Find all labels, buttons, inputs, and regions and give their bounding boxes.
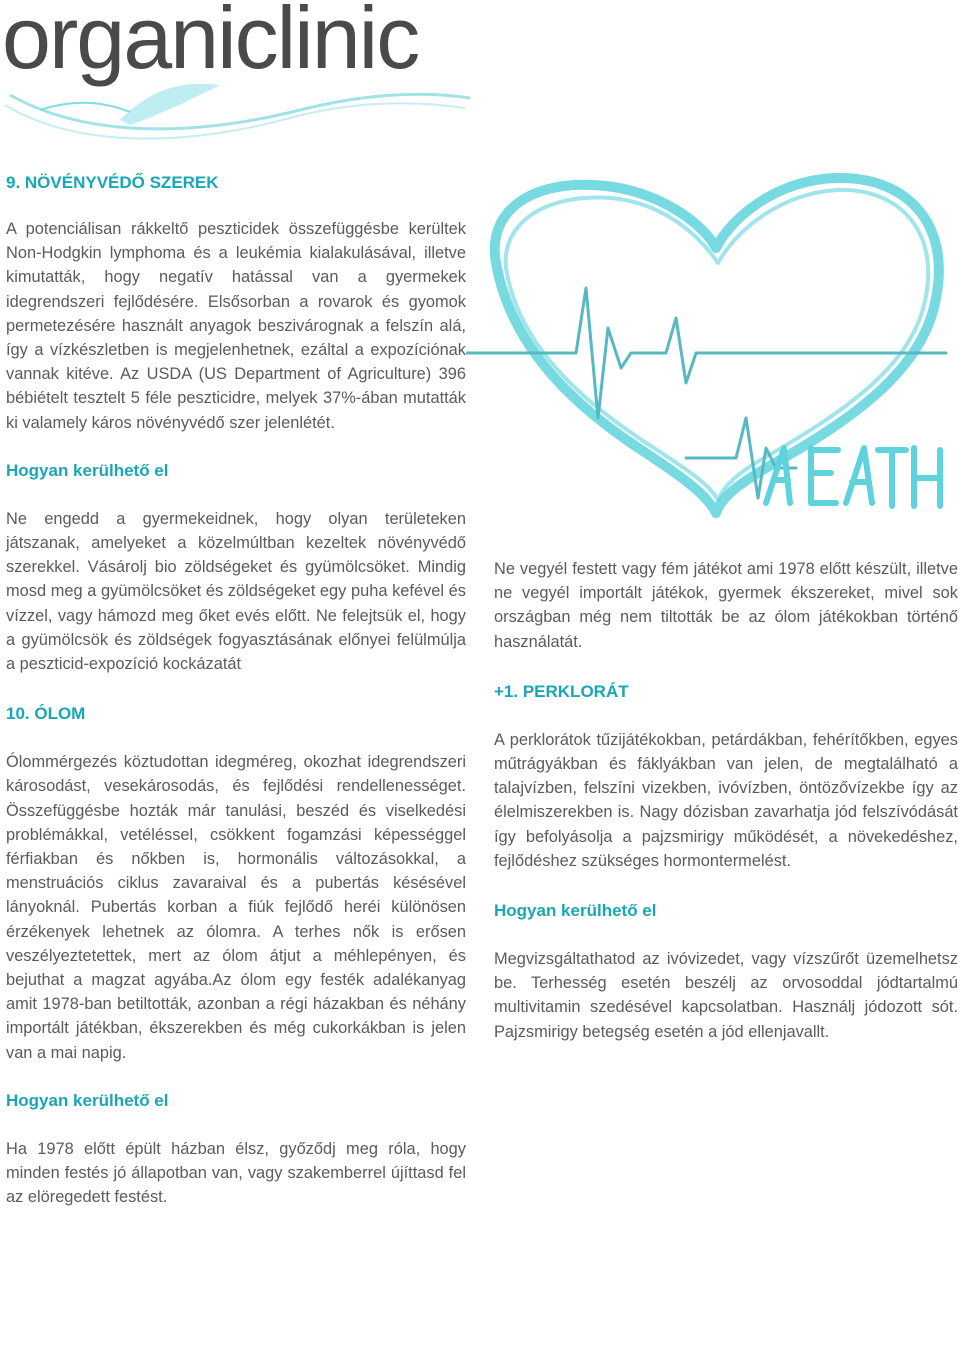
section-plus1-title: +1. PERKLORÁT — [494, 681, 629, 701]
section-9-body: A potenciálisan rákkeltő peszticidek összefüggésbe kerültek Non-Hodgkin lymphoma és a leukémia kialakulásával, illetve kimutatták, hogy negatív hatással van a gyermekek idegrendszeri fejlődésére. Elsősorban a rovarok és gyomok permetezésére használt anyagok beszivárognak a felszín alá, így a vízkészletben is megjelenhetnek, ezáltal a expozíciónak vannak kitéve. Az USDA (US Department of Agriculture) 396 bébiételt tesztelt 5 féle peszticidre, melyek 37%-ában mutatták ki valamely káros növényvédő szer jelenlétét. — [6, 220, 466, 432]
right-column — [494, 557, 958, 1044]
section-10-title: 10. ÓLOM — [6, 704, 86, 724]
section-10-avoid-body: Ha 1978 előtt épült házban élsz, győződj meg róla, hogy minden festés jó állapotban van, vagy szakemberrel újíttasd fel az elöregedett festést. — [6, 1139, 466, 1207]
section-9-avoid-body: Ne engedd a gyermekeidnek, hogy olyan területeken játszanak, amelyeket a közelmúltban kezeltek növényvédő szerekkel. Vásárolj bio zöldségeket és gyümölcsöket. Mindig mosd meg a gyümölcsöket és zöldségeket egy puha kefével és vízzel, vagy hámozd meg őket evés előtt. Ne felejtsük el, hogy a gyümölcsök és zöldségek fogyasztásának előnyei felülmúlja a peszticid-expozíció kockázatát — [6, 509, 466, 674]
section-9-avoid-heading: Hogyan kerülhető el — [6, 460, 169, 480]
section-9 — [6, 171, 466, 1210]
section-10-avoid-heading: Hogyan kerülhető el — [6, 1090, 169, 1110]
section-10-body: Ólommérgezés köztudottan idegméreg, okozhat idegrendszeri károsodást, vesekárosodás, és fejlődési rendellenességet. Összefüggésbe hozták már tanulási, beszéd és viselkedési problémákkal, vetéléssel, csökkent fogamzási képességgel férfiakban és nőkben is, hormonális változásokkal, a menstruációs ciklus zavaraival és a pubertás késésével lányoknál. Pubertás korban a fiúk fejlődő heréi különösen érzékenyek lehetnek az ólomra. A terhes nők is erősen veszélyeztetettek, mert az ólom átjut a méhlepényen, és bejuthat a magzat agyába.Az ólom egy festék adalékanyag amit 1978-ban betiltották, azonban a régi házakban és néhány importált játékban, ékszerekben és még cukorkákban is jelen van a mai napig. — [6, 753, 466, 1062]
toys-body: Ne vegyél festett vagy fém játékot ami 1978 előtt készült, illetve ne vegyél importált játékok, gyermek ékszereket, mivel sok országban még nem tiltották be az ólom játékokban történő használatát. — [494, 560, 958, 651]
section-plus1-avoid-heading: Hogyan kerülhető el — [494, 901, 657, 921]
section-plus1-body: A perklorátok tűzijátékokban, petárdákban, fehérítőkben, egyes műtrágyákban és fáklyákban van jelen, de megtalálható a talajvízben, felszíni vizekben, ivóvízben, öntözővízekbe így az élelmiszerekben is. Nagy dózisban zavarhatja jód felszívódását így befolyásolja a pajzsmirigy működését, a növekedéshez, fejlődéshez szükséges hormontermelést. — [494, 730, 958, 870]
section-plus1-avoid-body: Megvizsgáltathatod az ivóvizedet, vagy vízszűrőt üzemelhetsz be. Terhesség esetén beszélj az orvosoddal jódtartalmú multivitamin szedésével kapcsolatban. Használj jódozott sót. Pajzsmirigy betegség esetén a jód ellenjavallt. — [494, 950, 958, 1041]
heart-health-graphic — [466, 168, 960, 558]
section-9-title: 9. NÖVÉNYVÉDŐ SZEREK — [6, 173, 219, 192]
logo-text: organiclinic — [2, 0, 419, 87]
logo — [0, 0, 480, 150]
heart-word: HEALTH — [466, 168, 470, 169]
